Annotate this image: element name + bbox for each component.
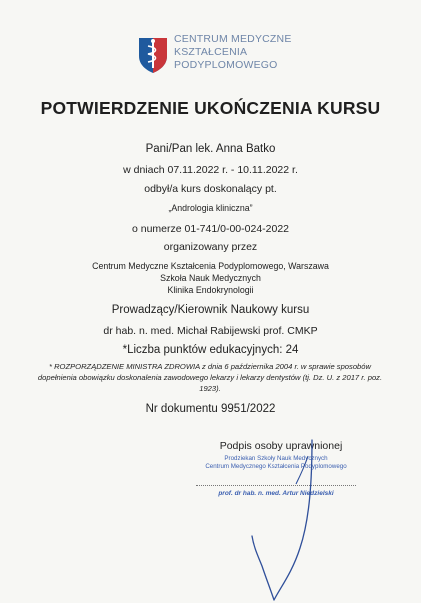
logo-line: PODYPLOMOWEGO — [174, 59, 278, 71]
course-dates: w dniach 07.11.2022 r. - 10.11.2022 r. — [123, 164, 298, 176]
stamp-line: Prodziekan Szkoły Nauk Medycznych — [224, 455, 328, 462]
legal-footnote: * ROZPORZĄDZENIE MINISTRA ZDROWIA z dnia 6 października 2004 r. w sprawie sposobów dopełnienia obowiązku doskonalenia zawodowego lekarzy i lekarzy dentystów (tj. Dz. U. z 2017 r. poz. 1923). — [37, 362, 383, 393]
handwritten-signature-icon — [200, 438, 350, 603]
organizer-line: Szkoła Nauk Medycznych — [160, 273, 261, 283]
signature-header: Podpis osoby uprawnionej — [219, 440, 343, 452]
lecturer-label: Prowadzący/Kierownik Naukowy kursu — [111, 304, 310, 316]
lecturer-name: dr hab. n. med. Michał Rabijewski prof. CMKP — [103, 325, 318, 337]
education-points: *Liczba punktów edukacyjnych: 24 — [122, 344, 299, 356]
organizer-line: Centrum Medyczne Kształcenia Podyplomowego, Warszawa — [92, 261, 329, 271]
document-title: POTWIERDZENIE UKOŃCZENIA KURSU — [40, 98, 381, 118]
course-number: o numerze 01-741/0-00-024-2022 — [131, 223, 290, 235]
organized-by-label: organizowany przez — [163, 241, 258, 253]
course-type: odbył/a kurs doskonalący pt. — [144, 183, 277, 195]
logo-text — [174, 33, 292, 72]
signatory-name: prof. dr hab. n. med. Artur Niedzielski — [218, 490, 334, 497]
logo-line: KSZTAŁCENIA — [174, 46, 248, 58]
stamp-line: Centrum Medycznego Kształcenia Podyplomowego — [205, 463, 347, 470]
recipient-name: Pani/Pan lek. Anna Batko — [145, 143, 276, 155]
medical-caduceus-logo-icon — [133, 34, 173, 74]
organizer-line: Klinika Endokrynologii — [167, 285, 254, 295]
document-number: Nr dokumentu 9951/2022 — [145, 403, 276, 415]
course-name: „Andrologia kliniczna” — [168, 203, 253, 213]
logo-line: CENTRUM MEDYCZNE — [174, 33, 292, 45]
